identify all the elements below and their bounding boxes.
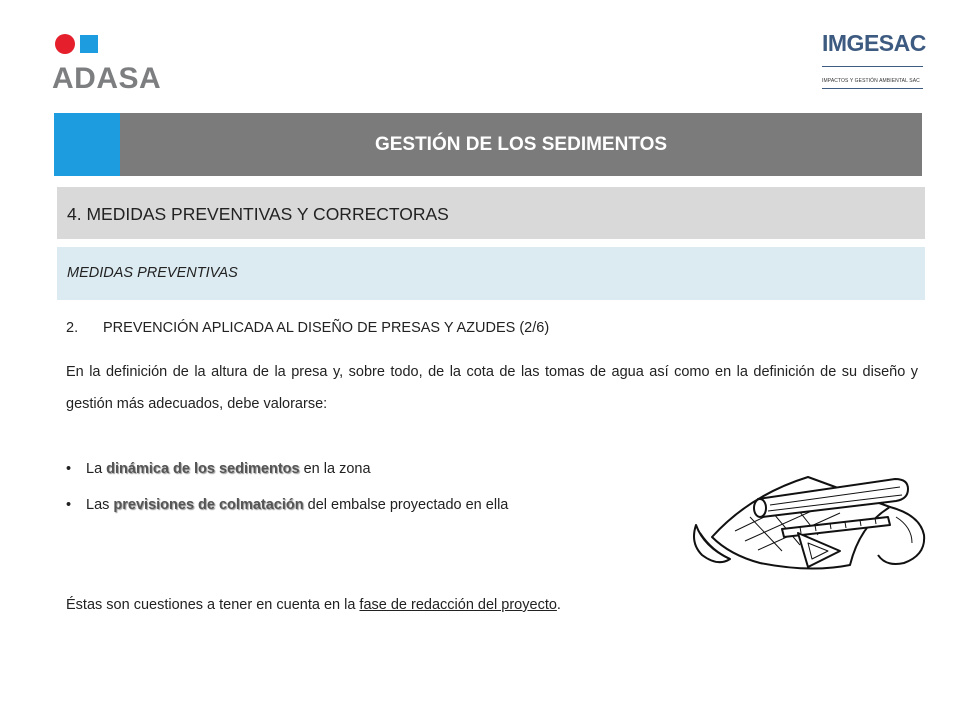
- list-item: [66, 497, 508, 513]
- bullet-emphasis: dinámica de los sedimentos: [106, 461, 300, 477]
- heading-number: 2.: [66, 320, 79, 336]
- subsection-bar: [57, 247, 925, 300]
- adasa-logo: [52, 30, 182, 96]
- imgesac-divider: [822, 88, 923, 89]
- imgesac-logo-title: IMGESAC: [822, 30, 926, 56]
- bullet-suffix: en la zona: [299, 461, 371, 477]
- section-bar: [57, 187, 925, 239]
- project-phase-link: fase de redacción del proyecto: [359, 597, 557, 613]
- imgesac-logo: [820, 30, 930, 92]
- page-title: GESTIÓN DE LOS SEDIMENTOS: [374, 134, 668, 155]
- bullet-suffix: del embalse proyectado en ella: [303, 497, 509, 513]
- closing-suffix: .: [556, 597, 561, 613]
- content-heading: [66, 320, 549, 336]
- title-bar: [54, 113, 922, 176]
- adasa-logo-text: ADASA: [52, 62, 162, 95]
- intro-paragraph: En la definición de la altura de la presa y, sobre todo, de la cota de las tomas de agua así como en la definición de su diseño y gestión más adecuados, debe valorarse:: [66, 364, 918, 412]
- title-accent-block: [54, 113, 120, 176]
- list-item: [66, 461, 371, 477]
- bullet-emphasis: previsiones de colmatación: [113, 497, 304, 513]
- subsection-title: MEDIDAS PREVENTIVAS: [67, 265, 238, 281]
- closing-sentence: [66, 597, 561, 613]
- bullet-prefix: Las: [86, 497, 114, 513]
- imgesac-logo-subtitle: IMPACTOS Y GESTIÓN AMBIENTAL SAC: [822, 78, 920, 84]
- adasa-blue-square-icon: [80, 35, 98, 53]
- bullet-icon: •: [66, 497, 72, 513]
- heading-text: PREVENCIÓN APLICADA AL DISEÑO DE PRESAS Y AZUDES (2/6): [103, 320, 550, 336]
- bullet-prefix: La: [86, 461, 107, 477]
- adasa-red-dot-icon: [55, 34, 75, 54]
- section-title: 4. MEDIDAS PREVENTIVAS Y CORRECTORAS: [67, 204, 449, 224]
- blueprint-plans-icon: [690, 455, 930, 590]
- closing-prefix: Éstas son cuestiones a tener en cuenta en la: [66, 597, 360, 613]
- imgesac-divider: [822, 66, 923, 67]
- bullet-icon: •: [66, 461, 72, 477]
